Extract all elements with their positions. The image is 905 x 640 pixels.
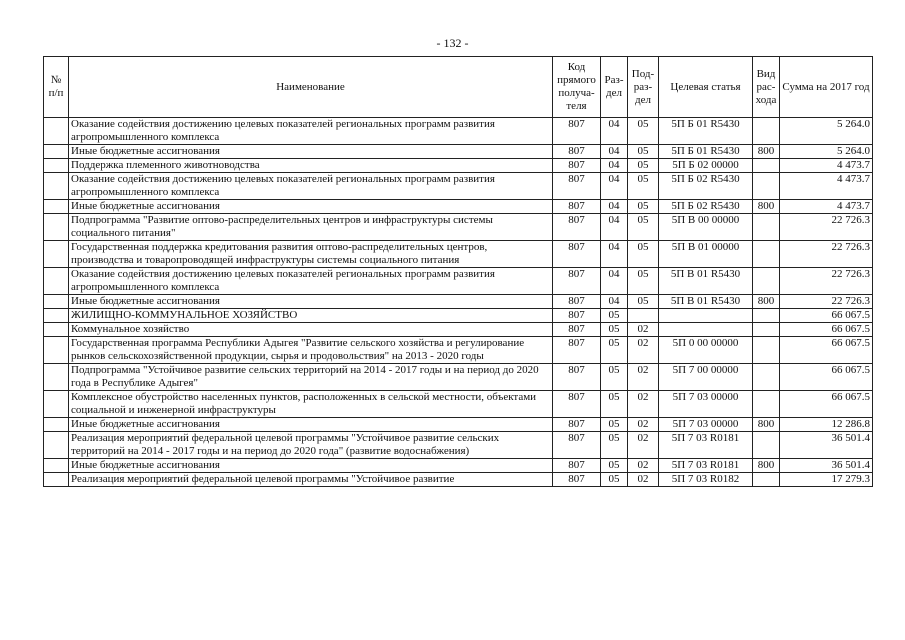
row-number-cell [44, 309, 69, 323]
row-sum-cell: 5 264.0 [780, 118, 873, 145]
row-code-cell: 807 [553, 295, 601, 309]
row-number-cell [44, 200, 69, 214]
row-code-cell: 807 [553, 473, 601, 487]
row-number-cell [44, 432, 69, 459]
row-subsection-cell: 02 [628, 473, 659, 487]
row-expense-cell [753, 159, 780, 173]
row-number-cell [44, 118, 69, 145]
row-target-cell [659, 323, 753, 337]
row-number-cell [44, 268, 69, 295]
row-sum-cell: 36 501.4 [780, 432, 873, 459]
row-section-cell: 05 [601, 418, 628, 432]
row-number-cell [44, 418, 69, 432]
row-name-cell: Государственная программа Республики Адыгея "Развитие сельского хозяйства и регулирование рынков сельскохозяйственной продукции, сырья и продовольствия" на 2013 - 2020 годы [69, 337, 553, 364]
row-code-cell: 807 [553, 459, 601, 473]
table-row [44, 323, 873, 337]
row-name-cell: Оказание содействия достижению целевых показателей региональных программ развития агропромышленного комплекса [69, 268, 553, 295]
row-subsection-cell: 02 [628, 432, 659, 459]
row-name-cell: Поддержка племенного животноводства [69, 159, 553, 173]
row-subsection-cell: 05 [628, 200, 659, 214]
row-number-cell [44, 391, 69, 418]
row-expense-cell [753, 323, 780, 337]
row-expense-cell [753, 473, 780, 487]
row-target-cell: 5П В 01 00000 [659, 241, 753, 268]
row-target-cell: 5П Б 02 R5430 [659, 200, 753, 214]
table-row [44, 364, 873, 391]
row-subsection-cell: 02 [628, 391, 659, 418]
row-target-cell: 5П В 00 00000 [659, 214, 753, 241]
row-target-cell: 5П 7 00 00000 [659, 364, 753, 391]
row-code-cell: 807 [553, 200, 601, 214]
row-sum-cell: 17 279.3 [780, 473, 873, 487]
row-number-cell [44, 337, 69, 364]
row-number-cell [44, 173, 69, 200]
row-name-cell: ЖИЛИЩНО-КОММУНАЛЬНОЕ ХОЗЯЙСТВО [69, 309, 553, 323]
row-number-cell [44, 214, 69, 241]
row-section-cell: 05 [601, 337, 628, 364]
header-name: Наименование [69, 57, 553, 118]
row-section-cell: 05 [601, 459, 628, 473]
table-row [44, 241, 873, 268]
row-number-cell [44, 159, 69, 173]
row-sum-cell: 66 067.5 [780, 309, 873, 323]
row-sum-cell: 22 726.3 [780, 241, 873, 268]
table-row [44, 159, 873, 173]
row-code-cell: 807 [553, 432, 601, 459]
row-subsection-cell: 02 [628, 459, 659, 473]
row-section-cell: 04 [601, 118, 628, 145]
row-name-cell: Оказание содействия достижению целевых показателей региональных программ развития агропромышленного комплекса [69, 173, 553, 200]
table-row [44, 118, 873, 145]
row-sum-cell: 22 726.3 [780, 268, 873, 295]
header-section: Раз-дел [601, 57, 628, 118]
row-section-cell: 04 [601, 214, 628, 241]
table-row [44, 391, 873, 418]
row-target-cell: 5П В 01 R5430 [659, 268, 753, 295]
row-target-cell: 5П 7 03 R0181 [659, 432, 753, 459]
row-section-cell: 05 [601, 473, 628, 487]
header-subsection: Под-раз-дел [628, 57, 659, 118]
table-row [44, 214, 873, 241]
budget-table [43, 56, 873, 487]
row-sum-cell: 4 473.7 [780, 159, 873, 173]
row-sum-cell: 12 286.8 [780, 418, 873, 432]
row-name-cell: Комплексное обустройство населенных пунктов, расположенных в сельской местности, объектами социальной и инженерной инфраструктуры [69, 391, 553, 418]
row-target-cell: 5П Б 01 R5430 [659, 145, 753, 159]
row-section-cell: 04 [601, 295, 628, 309]
row-expense-cell [753, 432, 780, 459]
row-target-cell: 5П Б 02 00000 [659, 159, 753, 173]
row-expense-cell [753, 309, 780, 323]
table-row [44, 295, 873, 309]
row-number-cell [44, 323, 69, 337]
row-section-cell: 04 [601, 145, 628, 159]
row-target-cell: 5П В 01 R5430 [659, 295, 753, 309]
row-section-cell: 05 [601, 309, 628, 323]
row-expense-cell [753, 391, 780, 418]
row-subsection-cell [628, 309, 659, 323]
table-row [44, 173, 873, 200]
row-expense-cell: 800 [753, 418, 780, 432]
table-row [44, 200, 873, 214]
row-section-cell: 04 [601, 268, 628, 295]
row-code-cell: 807 [553, 418, 601, 432]
row-subsection-cell: 05 [628, 214, 659, 241]
row-sum-cell: 22 726.3 [780, 214, 873, 241]
row-expense-cell: 800 [753, 459, 780, 473]
row-subsection-cell: 02 [628, 323, 659, 337]
table-row [44, 418, 873, 432]
table-row [44, 432, 873, 459]
table-row [44, 268, 873, 295]
page-number: - 132 - [436, 36, 469, 50]
row-expense-cell [753, 268, 780, 295]
row-code-cell: 807 [553, 309, 601, 323]
header-target: Целевая статья [659, 57, 753, 118]
row-code-cell: 807 [553, 323, 601, 337]
row-target-cell: 5П 7 03 R0182 [659, 473, 753, 487]
row-expense-cell: 800 [753, 200, 780, 214]
row-sum-cell: 66 067.5 [780, 337, 873, 364]
row-sum-cell: 36 501.4 [780, 459, 873, 473]
table-row [44, 459, 873, 473]
row-subsection-cell: 05 [628, 173, 659, 200]
header-expense-type: Вид рас-хода [753, 57, 780, 118]
row-code-cell: 807 [553, 391, 601, 418]
row-target-cell: 5П 7 03 R0181 [659, 459, 753, 473]
row-number-cell [44, 241, 69, 268]
row-target-cell: 5П 7 03 00000 [659, 391, 753, 418]
row-expense-cell [753, 241, 780, 268]
header-num: № п/п [44, 57, 69, 118]
row-section-cell: 05 [601, 391, 628, 418]
row-name-cell: Иные бюджетные ассигнования [69, 295, 553, 309]
row-number-cell [44, 364, 69, 391]
row-code-cell: 807 [553, 268, 601, 295]
row-subsection-cell: 05 [628, 118, 659, 145]
row-section-cell: 05 [601, 323, 628, 337]
row-target-cell: 5П 7 03 00000 [659, 418, 753, 432]
row-code-cell: 807 [553, 214, 601, 241]
table-row [44, 473, 873, 487]
row-code-cell: 807 [553, 145, 601, 159]
row-target-cell: 5П Б 01 R5430 [659, 118, 753, 145]
row-code-cell: 807 [553, 241, 601, 268]
row-target-cell: 5П 0 00 00000 [659, 337, 753, 364]
row-expense-cell: 800 [753, 295, 780, 309]
row-name-cell: Иные бюджетные ассигнования [69, 200, 553, 214]
row-code-cell: 807 [553, 173, 601, 200]
row-name-cell: Государственная поддержка кредитования развития оптово-распределительных центров, производства и товаропроводящей инфраструктуры системы социального питания [69, 241, 553, 268]
row-number-cell [44, 473, 69, 487]
row-sum-cell: 66 067.5 [780, 364, 873, 391]
row-number-cell [44, 459, 69, 473]
header-sum: Сумма на 2017 год [780, 57, 873, 118]
row-name-cell: Иные бюджетные ассигнования [69, 418, 553, 432]
row-number-cell [44, 295, 69, 309]
row-sum-cell: 4 473.7 [780, 200, 873, 214]
row-name-cell: Реализация мероприятий федеральной целевой программы "Устойчивое развитие [69, 473, 553, 487]
row-sum-cell: 66 067.5 [780, 323, 873, 337]
row-subsection-cell: 02 [628, 337, 659, 364]
row-section-cell: 04 [601, 200, 628, 214]
row-expense-cell [753, 118, 780, 145]
row-target-cell: 5П Б 02 R5430 [659, 173, 753, 200]
row-section-cell: 04 [601, 241, 628, 268]
row-name-cell: Оказание содействия достижению целевых показателей региональных программ развития агропромышленного комплекса [69, 118, 553, 145]
row-target-cell [659, 309, 753, 323]
row-expense-cell [753, 214, 780, 241]
row-subsection-cell: 05 [628, 159, 659, 173]
row-name-cell: Реализация мероприятий федеральной целевой программы "Устойчивое развитие сельских территорий на 2014 - 2017 годы и на период до 2020 года" (развитие водоснабжения) [69, 432, 553, 459]
row-name-cell: Коммунальное хозяйство [69, 323, 553, 337]
row-name-cell: Подпрограмма "Развитие оптово-распределительных центров и инфраструктуры системы социального питания" [69, 214, 553, 241]
row-sum-cell: 5 264.0 [780, 145, 873, 159]
row-subsection-cell: 02 [628, 364, 659, 391]
table-row [44, 337, 873, 364]
table-body [44, 118, 873, 487]
row-expense-cell [753, 337, 780, 364]
row-section-cell: 05 [601, 364, 628, 391]
row-number-cell [44, 145, 69, 159]
row-section-cell: 05 [601, 432, 628, 459]
row-expense-cell: 800 [753, 145, 780, 159]
row-expense-cell [753, 364, 780, 391]
row-expense-cell [753, 173, 780, 200]
row-section-cell: 04 [601, 159, 628, 173]
table-row [44, 309, 873, 323]
table-row [44, 145, 873, 159]
row-sum-cell: 4 473.7 [780, 173, 873, 200]
row-sum-cell: 22 726.3 [780, 295, 873, 309]
row-code-cell: 807 [553, 364, 601, 391]
row-name-cell: Иные бюджетные ассигнования [69, 145, 553, 159]
row-code-cell: 807 [553, 118, 601, 145]
row-name-cell: Иные бюджетные ассигнования [69, 459, 553, 473]
row-code-cell: 807 [553, 337, 601, 364]
row-sum-cell: 66 067.5 [780, 391, 873, 418]
header-row [44, 57, 873, 118]
row-code-cell: 807 [553, 159, 601, 173]
row-subsection-cell: 05 [628, 268, 659, 295]
row-subsection-cell: 05 [628, 145, 659, 159]
row-subsection-cell: 05 [628, 241, 659, 268]
row-subsection-cell: 05 [628, 295, 659, 309]
header-code: Код прямого получа-теля [553, 57, 601, 118]
row-subsection-cell: 02 [628, 418, 659, 432]
row-name-cell: Подпрограмма "Устойчивое развитие сельских территорий на 2014 - 2017 годы и на период до 2020 года в Республике Адыгея" [69, 364, 553, 391]
row-section-cell: 04 [601, 173, 628, 200]
